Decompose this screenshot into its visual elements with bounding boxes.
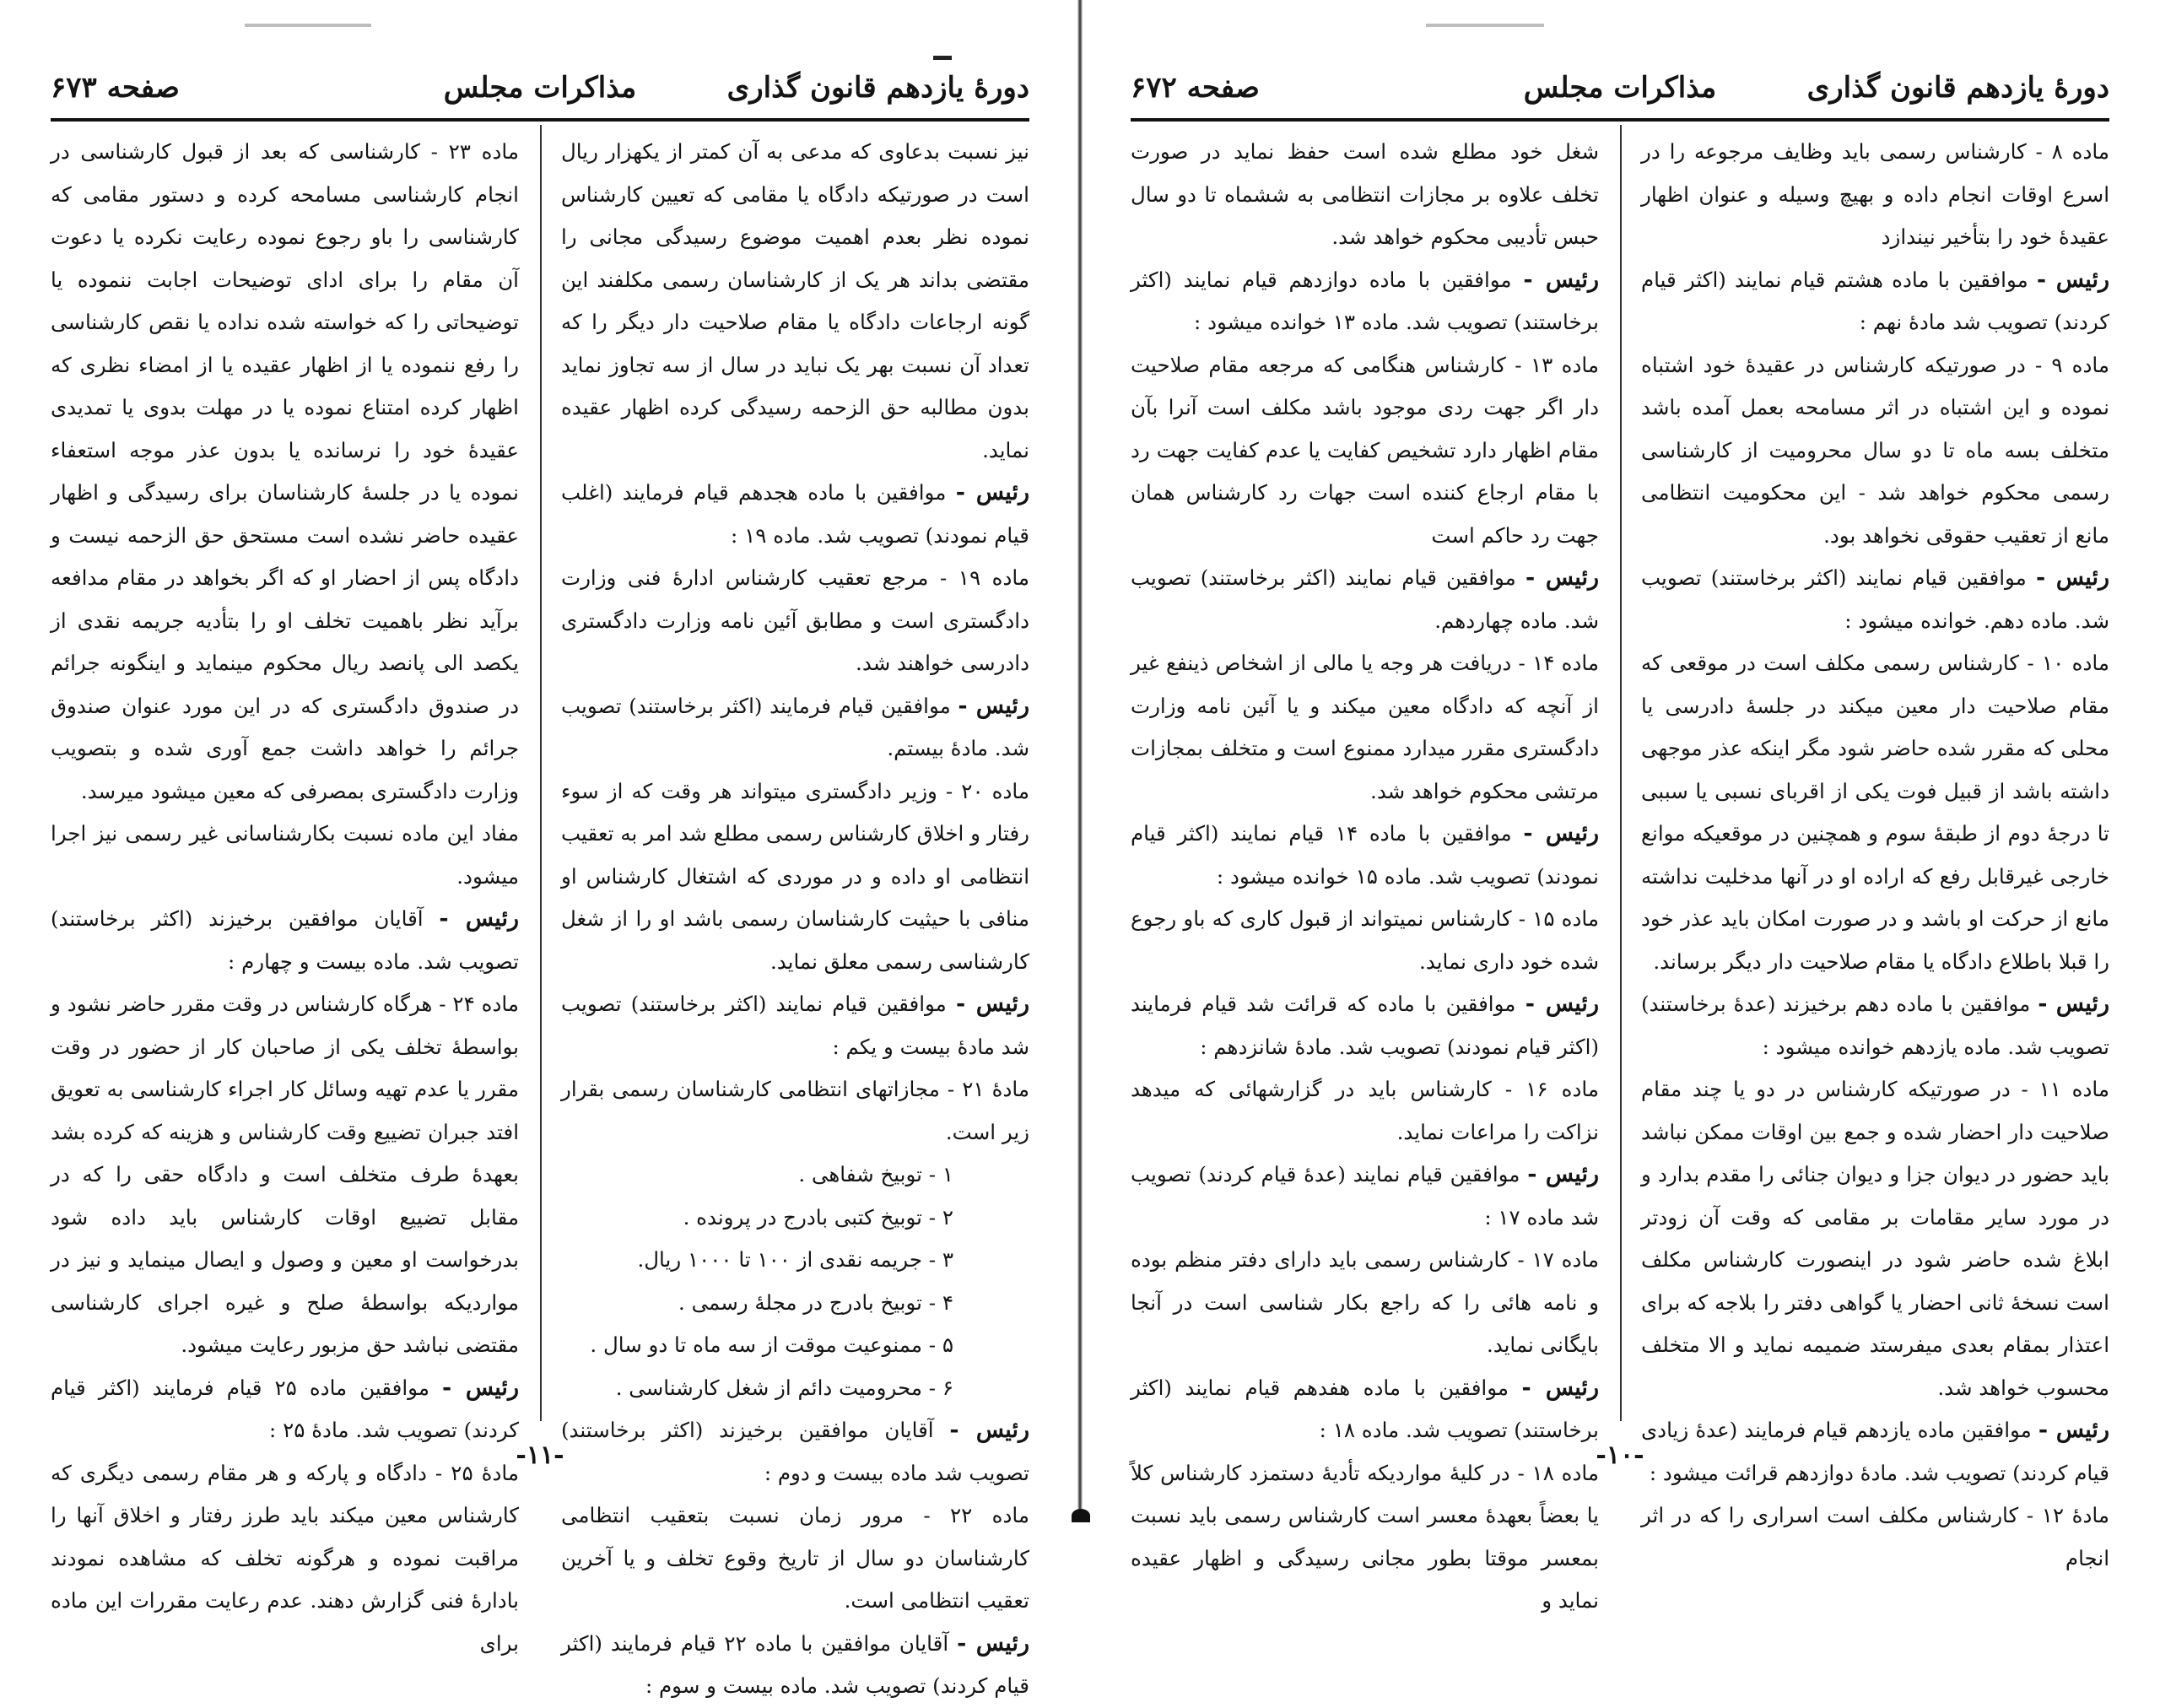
speaker-name: رئیس - [439, 905, 519, 932]
column-divider [540, 125, 542, 1421]
speaker-text: موافقین قیام فرمایند (اکثر برخاستند) تصویب شد. مادهٔ بیستم. [561, 693, 1029, 760]
left-page [0, 0, 1080, 1698]
speaker-text: موافقین ماده ۲۵ قیام فرمایند (اکثر قیام کردند) تصویب شد. مادهٔ ۲۵ : [51, 1375, 519, 1442]
text-column-right [1641, 131, 2110, 1570]
speaker-name: رئیس - [1521, 1374, 1599, 1401]
speaker-paragraph [1131, 813, 1599, 898]
page-number: صفحه ۶۷۲ [1131, 71, 1260, 105]
speaker-name: رئیس - [2035, 565, 2109, 591]
speaker-name: رئیس - [2038, 991, 2109, 1017]
speaker-name: رئیس - [2038, 1417, 2109, 1443]
speaker-name: رئیس - [958, 692, 1029, 719]
speaker-text: آقایان موافقین برخیزند (اکثر برخاستند) تصویب شد. ماده بیست و چهارم : [51, 906, 519, 974]
text-column-right [561, 131, 1030, 1698]
speaker-name: رئیس - [1525, 565, 1599, 591]
right-page [1080, 0, 2160, 1613]
speaker-text: موافقین با ماده هشتم قیام نمایند (اکثر قیام کردند) تصویب شد مادهٔ نهم : [1641, 267, 2109, 334]
article-paragraph: شغل خود مطلع شده است حفظ نماید در صورت تخلف علاوه بر مجازات انتظامی به ششماه تا دو سال حبس تأدیبی محکوم خواهد شد. [1131, 139, 1599, 249]
speaker-paragraph [561, 1623, 1029, 1708]
speaker-paragraph [561, 1409, 1029, 1494]
text-column-left [1131, 131, 1600, 1613]
speaker-text: موافقین با ماده هفدهم قیام نمایند (اکثر برخاستند) تصویب شد. ماده ۱۸ : [1131, 1375, 1599, 1442]
article-paragraph: ماده ۲۰ - وزیر دادگستری میتواند هر وقت که از سوء رفتار و اخلاق کارشناس رسمی مطلع شد امر به تعقیب انتظامی او داده و در موردی که اشتغال کارشناس او منافی با حیثیت کارشناسان رسمی باشد او را از شغل کارشناسی رسمی معلق نماید. [561, 778, 1030, 974]
article-paragraph: ماده ۹ - در صورتیکه کارشناس در عقیدهٔ خود اشتباه نموده و این اشتباه در اثر مسامحه بعمل آمده باشد متخلف بسه ماه تا دو سال محرومیت از کارشناسی رسمی محکوم خواهد شد - این محکومیت انتظامی مانع از تعقیب حقوقی نخواهد بود. [1641, 352, 2109, 548]
speaker-paragraph [1641, 983, 2109, 1068]
list-item: ۴ - توبیخ بادرج در مجلهٔ رسمی . [678, 1289, 953, 1315]
speaker-text: موافقین قیام نمایند (عدهٔ قیام کردند) تصویب شد ماده ۱۷ : [1131, 1162, 1599, 1230]
article-paragraph: ماده ۱۰ - کارشناس رسمی مکلف است در موقعی که مقام صلاحیت دار معین میکند در جلسهٔ دادرسی یا محلی که مقرر شده حاضر شود مگر اینکه عذر موجهی داشته باشد از قبیل فوت یکی از اقربای نسبی یا سببی تا درجهٔ دوم از طبقهٔ سوم و همچنین در موقعیکه موانع خارجی غیرقابل رفع که اراده او در آنها مدخلیت نداشته مانع از حرکت او باشد و در صورت امکان باید عذر خود را قبلا باطلاع دادگاه یا مقام صلاحیت دار دیگر برساند. [1641, 651, 2110, 974]
speaker-name: رئیس - [442, 1374, 519, 1401]
speaker-paragraph [1131, 557, 1599, 642]
speaker-paragraph [561, 685, 1029, 770]
article-paragraph: ماده ۱۱ - در صورتیکه کارشناس در دو یا چند مقام صلاحیت دار احضار شده و جمع بین اوقات ممکن نباشد باید حضور در دیوان جزا و دیوان جنائی را مقدم بدارد و در مورد سایر مقامات بر مقامی که وقت آن زودتر ابلاغ شده حاضر شود در اینصورت کارشناس مکلف است نسخهٔ ثانی احضار یا گواهی دفتر را بلاجه که برای اعتذار بمقام بعدی میفرستد ضمیمه نماید و الا متخلف محسوب خواهد شد. [1641, 1077, 2109, 1400]
speaker-name: رئیس - [949, 1417, 1029, 1443]
speaker-text: موافقین ماده یازدهم قیام فرمایند (عدهٔ زیادی قیام کردند) تصویب شد. مادهٔ دوازدهم قرائت میشود : [1641, 1418, 2109, 1485]
speaker-paragraph [561, 983, 1029, 1068]
speaker-paragraph [1131, 983, 1599, 1068]
speaker-paragraph [1641, 1409, 2109, 1494]
speaker-name: رئیس - [1525, 991, 1599, 1017]
article-paragraph: مادهٔ ۱۲ - کارشناس مکلف است اسراری را که در اثر انجام [1641, 1503, 2109, 1570]
speaker-paragraph [1641, 259, 2109, 344]
article-paragraph: ماده ۱۶ - کارشناس باید در گزارشهائی که میدهد نزاکت را مراعات نماید. [1131, 1077, 1599, 1144]
page-header [51, 66, 1029, 122]
article-paragraph: ماده ۱۴ - دریافت هر وجه یا مالی از اشخاص ذینفع غیر از آنچه که دادگاه معین میکند و یا آئین نامه وزارت دادگستری مقرر میدارد ممنوع است و متخلف بمجازات مرتشی محکوم خواهد شد. [1131, 651, 1599, 803]
article-paragraph: ماده ۱۸ - در کلیهٔ مواردیکه تأدیهٔ دستمزد کارشناس کلاً یا بعضاً بعهدهٔ معسر است کارشناس رسمی باید نسبت بمعسر موقتا بطور مجانی رسیدگی و اظهار عقیده نماید و [1131, 1460, 1599, 1613]
speaker-paragraph [1131, 1367, 1599, 1452]
folio-number: -۱۱- [516, 1440, 564, 1470]
article-paragraph: ماده ۱۹ - مرجع تعقیب کارشناس ادارهٔ فنی وزارت دادگستری است و مطابق آئین نامه وزارت دادگستری دادرسی خواهند شد. [561, 565, 1030, 675]
list-item: ۳ - جریمه نقدی از ۱۰۰ تا ۱۰۰۰ ریال. [637, 1247, 953, 1272]
speaker-text: آقایان موافقین برخیزند (اکثر برخاستند) تصویب شد ماده بیست و دوم : [561, 1418, 1029, 1485]
session-label: دورهٔ یازدهم قانون گذاری [726, 71, 1029, 105]
article-paragraph: نیز نسبت بدعاوی که مدعی به آن کمتر از یکهزار ریال است در صورتیکه دادگاه یا مقامی که تعیین کارشناس نموده نظر بعدم اهمیت موضوع رسیدگی مجانی را مقتضی بداند هر یک از کارشناسان رسمی مکلفند این گونه ارجاعات دادگاه یا مقام صلاحیت دار دیگر را که تعداد آن نسبت بهر یک نباید در سال از سه تجاوز نماید بدون مطالبه حق الزحمه رسیدگی کرده اظهار عقیده نماید. [561, 139, 1029, 462]
speaker-paragraph [51, 898, 519, 983]
binding-mark [1072, 1509, 1090, 1522]
speaker-text: موافقین قیام نمایند (اکثر برخاستند) تصویب شد مادهٔ بیست و یکم : [561, 992, 1029, 1059]
column-divider [1620, 125, 1622, 1421]
article-paragraph: مادهٔ ۲۵ - دادگاه و پارکه و هر مقام رسمی دیگری که کارشناس معین میکند باید طرز رفتار و اخلاق آنها را مراقبت نموده و هرگونه تخلف که مشاهده نمودند بادارهٔ فنی گزارش دهند. عدم رعایت مقررات این ماده برای [51, 1460, 519, 1656]
page-header [1131, 66, 2109, 122]
speaker-name: رئیس - [955, 991, 1029, 1017]
speaker-paragraph [1641, 557, 2109, 642]
list-item: ۶ - محرومیت دائم از شغل کارشناسی . [615, 1375, 953, 1400]
article-paragraph: ماده ۱۵ - کارشناس نمیتواند از قبول کاری که باو رجوع شده خود داری نماید. [1131, 906, 1599, 974]
article-paragraph: مادهٔ ۲۱ - مجازاتهای انتظامی کارشناسان رسمی بقرار زیر است. [561, 1077, 1029, 1144]
list-item: ۱ - توبیخ شفاهی . [798, 1162, 953, 1186]
speaker-text: موافقین با ماده دهم برخیزند (عدهٔ برخاستند) تصویب شد. ماده یازدهم خوانده میشود : [1641, 992, 2109, 1059]
article-paragraph: ماده ۲۴ - هرگاه کارشناس در وقت مقرر حاضر نشود و بواسطهٔ تخلف یکی از صاحبان کار از حضور در وقت مقرر یا عدم تهیه وسائل کار اجراء کارشناسی به تعویق افتد جبران تضییع وقت کارشناس و هزینه که کرده بشد بعهدهٔ طرف متخلف است و دادگاه حقی را که در مقابل تضییع اوقات کارشناس باید داده شود بدرخواست او معین و وصول و ایصال مینماید و نیز در مواردیکه بواسطهٔ صلح و غیره اجرای کارشناسی مقتضی نباشد حق مزبور رعایت میشود. [51, 992, 519, 1357]
article-paragraph: ماده ۲۲ - مرور زمان نسبت بتعقیب انتظامی کارشناسان دو سال از تاریخ وقوع تخلف و یا آخرین تعقیب انتظامی است. [561, 1503, 1029, 1613]
article-paragraph: مفاد این ماده نسبت بکارشناسانی غیر رسمی نیز اجرا میشود. [51, 821, 519, 889]
speaker-name: رئیس - [1527, 1161, 1600, 1187]
page-number: صفحه ۶۷۳ [51, 71, 180, 105]
speaker-paragraph [51, 1367, 519, 1452]
folio-number: -۱۰- [1596, 1440, 1644, 1470]
article-paragraph: ماده ۱۳ - کارشناس هنگامی که مرجعه مقام صلاحیت دار اگر جهت ردی موجود باشد مکلف است آنرا بآن مقام اظهار دارد تشخیص کفایت یا عدم کفایت جهت رد با مقام ارجاع کننده است جهات رد کارشناس همان جهت رد حاکم است [1131, 352, 1600, 548]
speaker-paragraph [561, 472, 1029, 557]
text-column-left [51, 131, 519, 1656]
speaker-name: رئیس - [2036, 266, 2110, 293]
speaker-name: رئیس - [1523, 266, 1600, 293]
speaker-paragraph [1131, 1154, 1599, 1239]
list-item: ۲ - توبیخ کتبی بادرج در پرونده . [683, 1204, 953, 1230]
article-paragraph: ماده ۸ - کارشناس رسمی باید وظایف مرجوعه را در اسرع اوقات انجام داده و بهیچ وسیله و عنوان اظهار عقیدهٔ خود را بتأخیر نیندازد [1641, 139, 2109, 249]
book-spine [1077, 0, 1083, 1522]
article-paragraph: ماده ۲۳ - کارشناسی که بعد از قبول کارشناسی در انجام کارشناسی مسامحه کرده و دستور مقامی که کارشناسی را باو رجوع نموده رعایت نکرده یا دعوت آن مقام را برای ادای توضیحات اجابت ننموده یا توضیحاتی را که خواسته شده نداده یا نقص کارشناسی را رفع ننموده یا از اظهار عقیده یا از امضاء نظری که اظهار کرده امتناع نموده یا در مهلت بدوی یا تمدیدی عقیدهٔ خود را نرسانده یا بدون عذر موجه استعفاء نموده یا در جلسهٔ کارشناسان برای رسیدگی و اظهار عقیده حاضر نشده است مستحق حق الزحمه نیست و دادگاه پس از احضار او که اگر بخواهد در مقام مدافعه برآید نظر باهمیت تخلف او را بتأدیه جریمه نقدی از یکصد الی پانصد ریال محکوم مینماید و اینگونه جرائم در صندوق دادگستری که در این مورد عنوان صندوق جرائم را خواهد داشت جمع آوری شده و بتصویب وزارت دادگستری بمصرفی که معین میشود میرسد. [51, 139, 519, 803]
speaker-text: موافقین قیام نمایند (اکثر برخاستند) تصویب شد. ماده دهم. خوانده میشود : [1641, 565, 2109, 633]
speaker-text: موافقین قیام نمایند (اکثر برخاستند) تصویب شد. ماده چهاردهم. [1131, 565, 1599, 633]
speaker-text: موافقین با ماده ۱۴ قیام نمایند (اکثر قیام نمودند) تصویب شد. ماده ۱۵ خوانده میشود : [1131, 821, 1599, 889]
list-item: ۵ - ممنوعیت موقت از سه ماه تا دو سال . [590, 1332, 953, 1357]
speaker-text: موافقین با ماده که قرائت شد قیام فرمایند (اکثر قیام نمودند) تصویب شد. مادهٔ شانزدهم : [1131, 992, 1599, 1059]
speaker-name: رئیس - [957, 1630, 1029, 1657]
speaker-name: رئیس - [1523, 820, 1599, 846]
article-paragraph: ماده ۱۷ - کارشناس رسمی باید دارای دفتر منظم بوده و نامه هائی را که راجع بکار شناسی است در آنجا بایگانی نماید. [1131, 1247, 1600, 1357]
publication-title: مذاکرات مجلس [1523, 71, 1717, 105]
speaker-text: موافقین با ماده دوازدهم قیام نمایند (اکثر برخاستند) تصویب شد. ماده ۱۳ خوانده میشود : [1131, 267, 1599, 334]
session-label: دورهٔ یازدهم قانون گذاری [1806, 71, 2109, 105]
publication-title: مذاکرات مجلس [443, 71, 637, 105]
speaker-text: موافقین با ماده هجدهم قیام فرمایند (اغلب قیام نمودند) تصویب شد. ماده ۱۹ : [561, 480, 1029, 548]
speaker-paragraph [1131, 259, 1599, 344]
speaker-name: رئیس - [955, 479, 1030, 505]
speaker-text: آقایان موافقین با ماده ۲۲ قیام فرمایند (اکثر قیام کردند) تصویب شد. ماده بیست و سوم : [561, 1630, 1029, 1698]
